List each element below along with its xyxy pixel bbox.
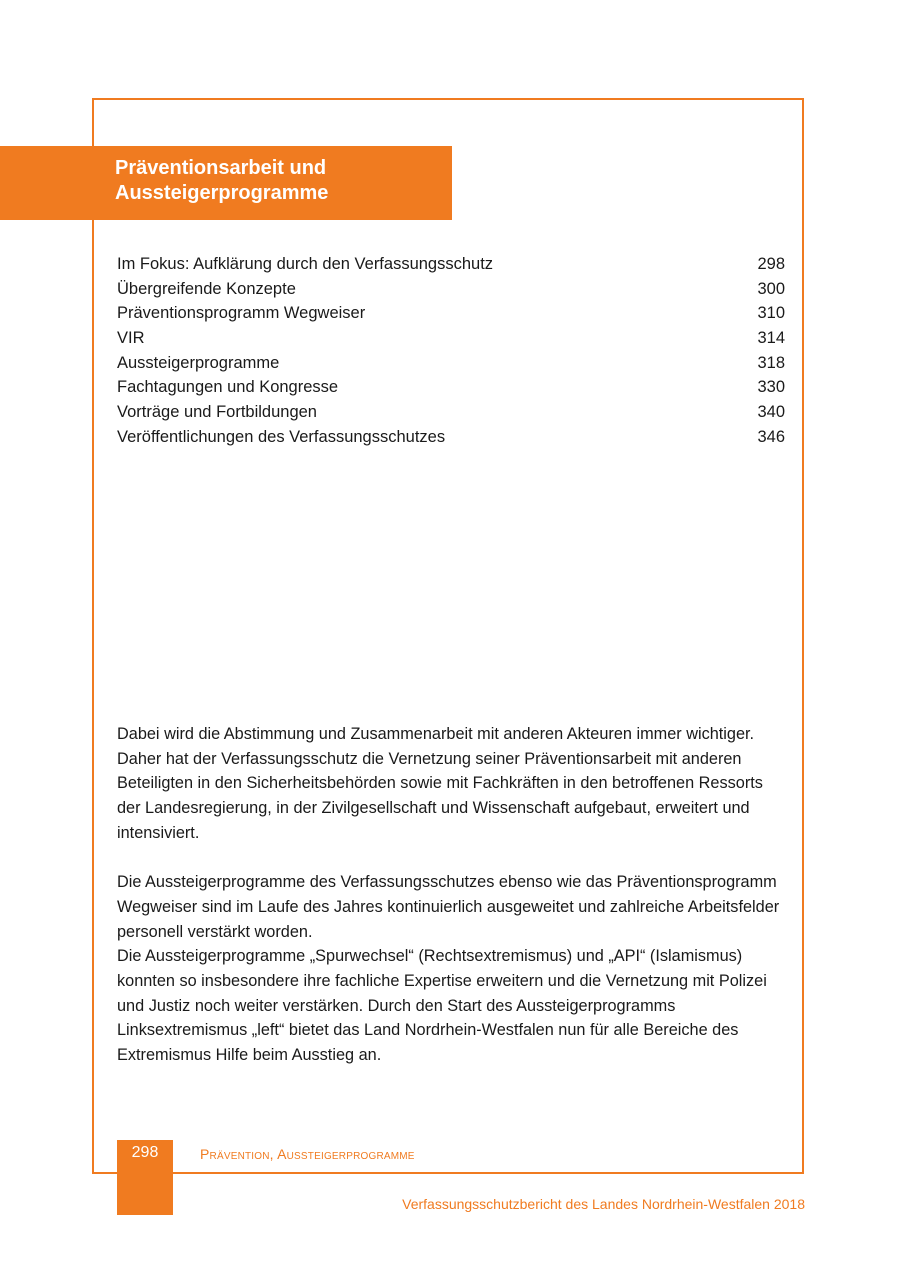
toc-entry-page: 310	[757, 304, 785, 323]
toc-entry[interactable]	[117, 326, 785, 351]
toc-entry-page: 300	[757, 279, 785, 298]
toc-entry-label: Präventionsprogramm Wegweiser	[117, 304, 366, 323]
publication-footer: Verfassungsschutzbericht des Landes Nordrhein-Westfalen 2018	[402, 1196, 805, 1212]
toc-entry-page: 330	[757, 378, 785, 397]
toc-entry-label: Veröffentlichungen des Verfassungsschutzes	[117, 427, 446, 446]
toc-entry-page: 346	[757, 427, 785, 446]
page-number: 298	[131, 1144, 159, 1161]
section-title-line1: Präventionsarbeit und	[115, 157, 327, 179]
toc-entry-page: 298	[757, 255, 785, 273]
toc-entry[interactable]	[117, 425, 785, 450]
toc-entry[interactable]	[117, 301, 785, 326]
toc-entry-label: Vorträge und Fortbildungen	[117, 403, 317, 422]
toc-entry-label: Fachtagungen und Kongresse	[117, 378, 339, 397]
toc-entry-label: VIR	[117, 329, 145, 348]
section-title-line2: Aussteigerprogramme	[115, 182, 329, 204]
toc-entry[interactable]	[117, 277, 785, 302]
body-text	[117, 722, 787, 1068]
toc-entry-page: 340	[757, 403, 785, 422]
toc-entry[interactable]	[117, 252, 785, 277]
body-paragraph: Dabei wird die Abstimmung und Zusammenarbeit mit anderen Akteuren immer wichtiger. Daher hat der Verfassungsschutz die Vernetzung seiner Präventionsarbeit mit anderen Beteiligten in den Sicherheitsbehörden sowie mit Fachkräften in den betroffenen Ressorts der Landesregierung, in der Zivilgesellschaft und Wissenschaft aufgebaut, erweitert und intensiviert.	[117, 725, 763, 842]
toc-entry[interactable]	[117, 375, 785, 400]
toc-entry-label: Im Fokus: Aufklärung durch den Verfassungsschutz	[117, 255, 494, 273]
table-of-contents	[117, 252, 785, 450]
body-paragraph: Die Aussteigerprogramme „Spurwechsel“ (Rechtsextremismus) und „API“ (Islamismus) konnten so insbesondere ihre fachliche Expertise erweitern und die Vernetzung mit Polizei und Justiz noch weiter verstärken. Durch den Start des Aussteigerprogramms Linksextremismus „left“ bietet das Land Nordrhein-Westfalen nun für alle Bereiche des Extremismus Hilfe beim Ausstieg an.	[117, 947, 767, 1065]
toc-entry-page: 318	[757, 353, 785, 372]
toc-entry-label: Aussteigerprogramme	[117, 353, 280, 372]
toc-entry-page: 314	[757, 329, 785, 348]
toc-entry[interactable]	[117, 400, 785, 425]
body-paragraph: Die Aussteigerprogramme des Verfassungsschutzes ebenso wie das Präventionsprogramm Wegweiser sind im Laufe des Jahres kontinuierlich ausgeweitet und zahlreiche Arbeitsfelder personell verstärkt worden.	[117, 873, 780, 941]
paragraph-spacer	[117, 846, 787, 871]
running-head: Prävention, Aussteigerprogramme	[200, 1146, 415, 1162]
section-title	[115, 156, 445, 206]
toc-entry-label: Übergreifende Konzepte	[117, 279, 296, 298]
toc-entry[interactable]	[117, 351, 785, 376]
